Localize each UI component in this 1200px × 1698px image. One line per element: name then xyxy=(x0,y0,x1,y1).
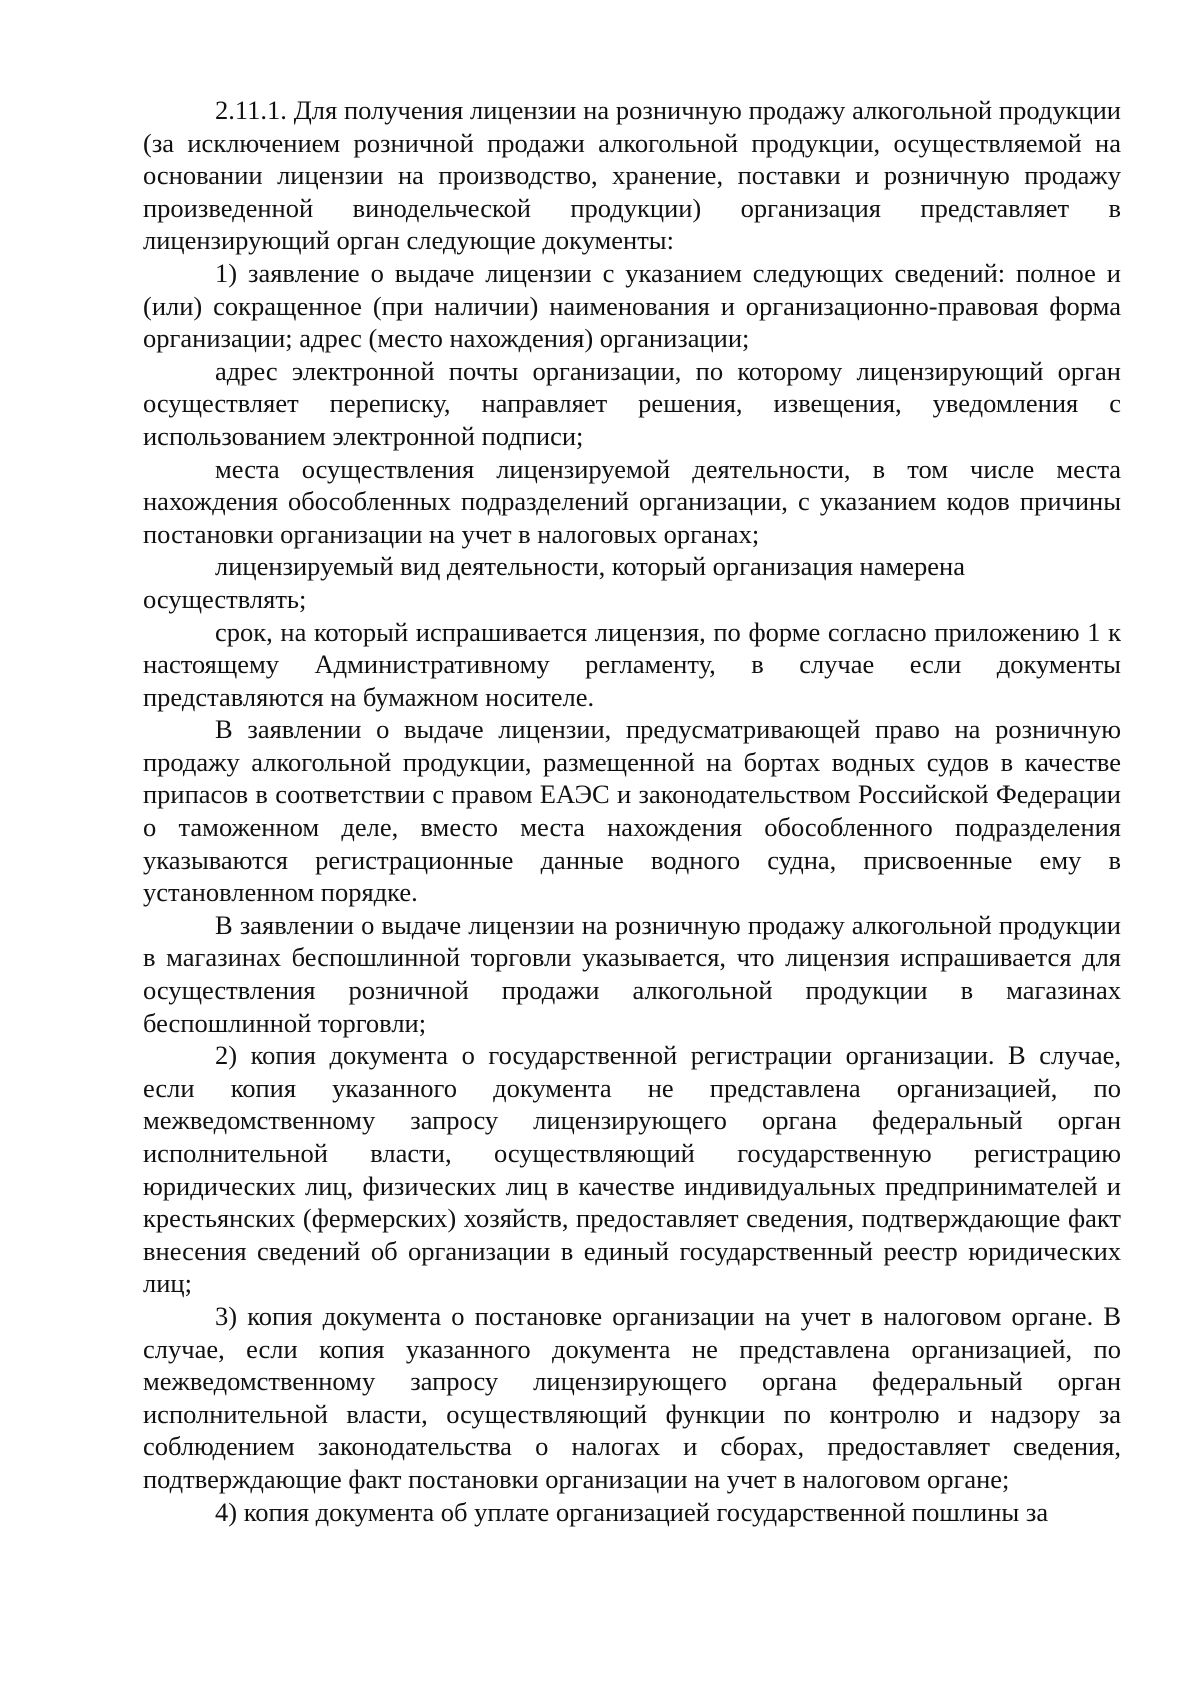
paragraph-intro: 2.11.1. Для получения лицензии на розничную продажу алкогольной продукции (за исключением розничной продажи алкогольной продукции, осуществляемой на основании лицензии на производство, хранение, поставки и розничную продажу произведенной винодельческой продукции) организация представляет в лицензирующий орган следующие документы: xyxy=(143,95,1121,256)
paragraph-vessels: В заявлении о выдаче лицензии, предусматривающей право на розничную продажу алкогольной продукции, размещенной на бортах водных судов в качестве припасов в соответствии с правом ЕАЭС и законодательством Российской Федерации о таможенном деле, вместо места нахождения обособленного подразделения указываются регистрационные данные водного судна, присвоенные ему в установленном порядке. xyxy=(143,714,1121,908)
document-page xyxy=(143,94,1121,1528)
paragraph-duty-free: В заявлении о выдаче лицензии на розничную продажу алкогольной продукции в магазинах беспошлинной торговли указывается, что лицензия испрашивается для осуществления розничной продажи алкогольной продукции в магазинах беспошлинной торговли; xyxy=(143,909,1121,1038)
paragraph-item-1: 1) заявление о выдаче лицензии с указанием следующих сведений: полное и (или) сокращенное (при наличии) наименования и организационно-правовая форма организации; адрес (место нахождения) организации; xyxy=(143,257,1121,354)
paragraph-item-3: 3) копия документа о постановке организации на учет в налоговом органе. В случае, если копия указанного документа не представлена организацией, по межведомственному запросу лицензирующего органа федеральный орган исполнительной власти, осуществляющий функции по контролю и надзору за соблюдением законодательства о налогах и сборах, предоставляет сведения, подтверждающие факт постановки организации на учет в налоговом органе; xyxy=(143,1300,1121,1494)
paragraph-activity-type: лицензируемый вид деятельности, который организация намерена осуществлять; xyxy=(143,551,965,614)
paragraph-email: адрес электронной почты организации, по которому лицензирующий орган осуществляет переписку, направляет решения, извещения, уведомления с использованием электронной подписи; xyxy=(143,355,1121,451)
paragraph-term: срок, на который испрашивается лицензия, по форме согласно приложению 1 к настоящему Административному регламенту, в случае если документы представляются на бумажном носителе. xyxy=(143,616,1121,712)
paragraph-item-4: 4) копия документа об уплате организацией государственной пошлины за xyxy=(215,1496,1049,1527)
paragraph-places: места осуществления лицензируемой деятельности, в том числе места нахождения обособленных подразделений организации, с указанием кодов причины постановки организации на учет в налоговых органах; xyxy=(143,453,1121,549)
paragraph-item-2: 2) копия документа о государственной регистрации организации. В случае, если копия указанного документа не представлена организацией, по межведомственному запросу лицензирующего органа федеральный орган исполнительной власти, осуществляющий государственную регистрацию юридических лиц, физических лиц в качестве индивидуальных предпринимателей и крестьянских (фермерских) хозяйств, предоставляет сведения, подтверждающие факт внесения сведений об организации в единый государственный реестр юридических лиц; xyxy=(143,1040,1121,1299)
